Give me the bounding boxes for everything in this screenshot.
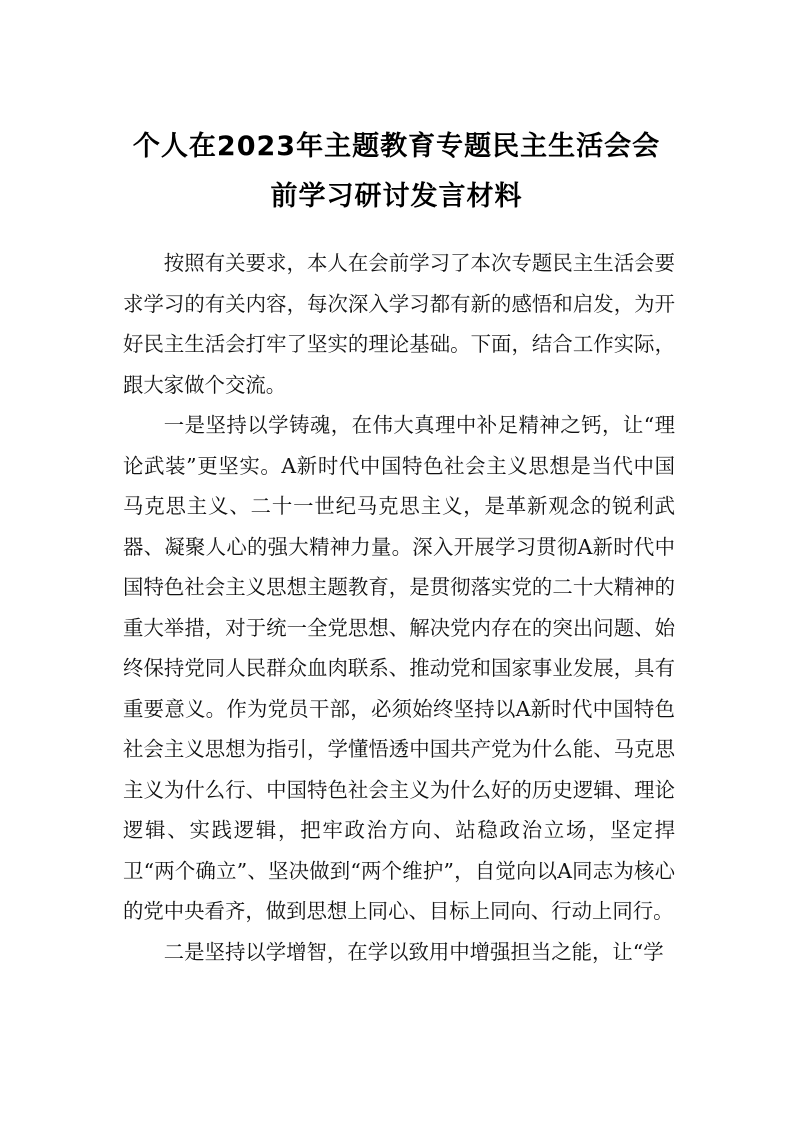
paragraph-point-one: 一是坚持以学铸魂，在伟大真理中补足精神之钙，让“理论武装”更坚实。A新时代中国特色社会主义思想是当代中国马克思主义、二十一世纪马克思主义，是革新观念的锐利武器、凝聚人心的强大精神力量。深入开展学习贯彻A新时代中国特色社会主义思想主题教育，是贯彻落实党的二十大精神的重大举措，对于统一全党思想、解决党内存在的突出问题、始终保持党同人民群众血肉联系、推动党和国家事业发展，具有重要意义。作为党员干部，必须始终坚持以A新时代中国特色社会主义思想为指引，学懂悟透中国共产党为什么能、马克思主义为什么行、中国特色社会主义为什么好的历史逻辑、理论逻辑、实践逻辑，把牢政治方向、站稳政治立场，坚定捍卫“两个确立”、坚决做到“两个维护”，自觉向以A同志为核心的党中央看齐，做到思想上同心、目标上同向、行动上同行。 — [123, 413, 675, 923]
document-body — [123, 243, 675, 972]
document-title-line-1: 个人在2023年主题教育专题民主生活会会 — [132, 131, 661, 162]
paragraph-point-two: 二是坚持以学增智，在学以致用中增强担当之能，让“学 — [163, 939, 664, 964]
paragraph-intro: 按照有关要求，本人在会前学习了本次专题民主生活会要求学习的有关内容，每次深入学习都有新的感悟和启发，为开好民主生活会打牢了坚实的理论基础。下面，结合工作实际，跟大家做个交流。 — [123, 251, 675, 397]
document-title-line-2: 前学习研讨发言材料 — [270, 181, 523, 212]
